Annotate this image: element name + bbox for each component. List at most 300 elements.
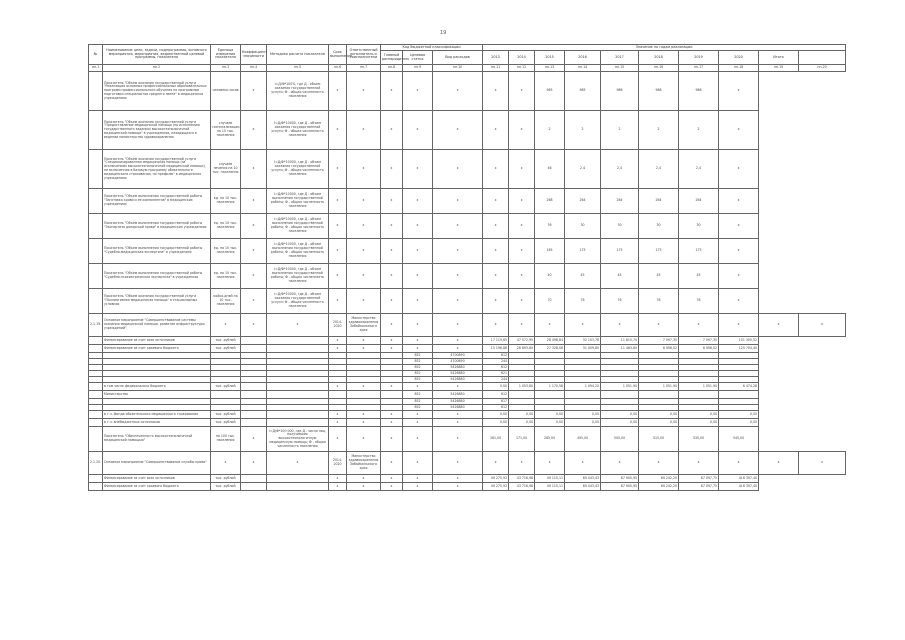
indicator-coef: х	[241, 72, 267, 111]
indicator-coef: х	[241, 189, 267, 214]
fin-empty	[241, 411, 267, 419]
section-unit: х	[211, 452, 241, 475]
fin-value: 1 094,20	[565, 383, 601, 391]
indicator-value: 39	[535, 214, 565, 239]
fin-value: 7 097,30	[679, 337, 719, 345]
fin-value: 67 097,75	[679, 483, 719, 491]
fin-value: 27 328,08	[535, 345, 565, 353]
fin-value: 0,00	[535, 411, 565, 419]
fin-value: 0,00	[719, 411, 759, 419]
indicator-value: х	[347, 111, 381, 150]
table-row	[89, 289, 846, 314]
indicator-value: х	[719, 289, 759, 314]
section-value: х	[509, 452, 535, 475]
fin-value	[679, 391, 719, 399]
indicator-unit: случаев лечения на 10 тыс. населения	[211, 150, 241, 189]
section-name: Основное мероприятие "Совершенствование службы крови"	[103, 452, 211, 475]
indicator-value: х	[719, 72, 759, 111]
fin-unit: тыс. рублей	[211, 411, 241, 419]
fin-empty	[241, 419, 267, 427]
row-num	[89, 391, 103, 399]
fin-value: х	[329, 411, 347, 419]
indicator-value: 45	[565, 264, 601, 289]
indicator-value: х	[403, 427, 433, 452]
fin-value: 0,00	[679, 419, 719, 427]
indicator-value: 76	[679, 289, 719, 314]
fin-value: 151 305,52	[719, 337, 759, 345]
indicator-value: 264	[679, 189, 719, 214]
indicator-name: Показатель "Объем выполнения государственной работы "Судебно-психиатрическая экспертиза" в учреждениях	[103, 264, 211, 289]
index-cell: пп.16	[639, 65, 679, 72]
row-num	[89, 214, 103, 239]
section-term: 2014-2020	[329, 314, 347, 337]
col-year: 2020	[719, 51, 759, 65]
fin-value: х	[347, 419, 381, 427]
indicator-value: х	[381, 427, 403, 452]
fin-empty	[267, 483, 329, 491]
table-row	[89, 419, 846, 427]
fin-value: 11 463,80	[601, 345, 639, 353]
values-group-header: Значение по годам реализации	[483, 45, 846, 51]
indicator-value: х	[483, 111, 509, 150]
indicator-value: х	[483, 150, 509, 189]
indicator-value: 76	[601, 289, 639, 314]
fin-value: 244	[483, 359, 509, 365]
fin-value: 416 397,40	[719, 483, 759, 491]
fin-value: 612	[483, 391, 509, 399]
fin-value: 69 242,20	[639, 483, 679, 491]
indicator-value: х	[433, 111, 483, 150]
row-num	[89, 383, 103, 391]
indicator-unit: ед. на 10 тыс. населения	[211, 189, 241, 214]
col-unit-header: Единица измерения показателя	[211, 45, 241, 65]
index-cell: пп.1	[89, 65, 103, 72]
table-row	[89, 475, 846, 483]
col-year: 2017	[601, 51, 639, 65]
indicator-value: 175	[565, 239, 601, 264]
table-row	[89, 452, 846, 475]
indicator-value: 30	[601, 214, 639, 239]
fin-value: х	[347, 411, 381, 419]
fin-name: в том числе федерального бюджета	[103, 383, 211, 391]
fin-value: 5426880	[433, 371, 483, 377]
indicator-value: х	[403, 189, 433, 214]
indicator-method: I=Д/Ф*10000, где Д - объем оказания государственной услуги; Ф - общая численность населения	[267, 150, 329, 189]
fin-value	[509, 391, 535, 399]
indicator-value: х	[509, 72, 535, 111]
fin-name: Финансирование за счет краевого бюджета	[103, 483, 211, 491]
indicator-value: х	[381, 72, 403, 111]
fin-value: 43 716,98	[509, 475, 535, 483]
indicator-value: 264	[565, 189, 601, 214]
fin-value: х	[403, 483, 433, 491]
fin-value: 0,00	[565, 411, 601, 419]
fin-value: 612	[483, 405, 509, 411]
indicator-unit: ед. на 10 тыс. населения	[211, 239, 241, 264]
page-number: 19	[440, 30, 447, 36]
indicator-method: I=Д/Ф*10000, где Д - объем выполнения государственной работы; Ф - общая численность населения	[267, 189, 329, 214]
row-num	[89, 483, 103, 491]
section-value: х	[759, 314, 799, 337]
indicator-value: х	[381, 264, 403, 289]
fin-value: х	[347, 483, 381, 491]
fin-value: х	[381, 411, 403, 419]
col-year: 2015	[535, 51, 565, 65]
indicator-value: х	[433, 427, 483, 452]
col-year: 2014	[509, 51, 535, 65]
fin-value: 0,00	[639, 419, 679, 427]
indicator-value: 530,00	[679, 427, 719, 452]
fin-empty	[241, 391, 267, 399]
indicator-value: 30	[679, 214, 719, 239]
section-value: х	[601, 314, 639, 337]
fin-value: 67 097,75	[679, 475, 719, 483]
indicator-coef: х	[241, 289, 267, 314]
indicator-value: х	[381, 189, 403, 214]
indicator-coef: х	[241, 150, 267, 189]
indicator-coef: х	[241, 239, 267, 264]
indicator-value: 2	[679, 111, 719, 150]
indicator-value: 171,00	[509, 427, 535, 452]
fin-value	[329, 391, 347, 399]
indicator-value: х	[381, 111, 403, 150]
section-value: х	[433, 314, 483, 337]
indicator-method: I=Д/Ф*100%, где Д - объем оказания государственной услуги; Ф - общая численность населения	[267, 72, 329, 111]
section-value: х	[799, 452, 846, 475]
col-resp-header: Ответственный исполнитель и соисполнители	[347, 45, 381, 65]
index-cell: пп.19	[759, 65, 799, 72]
indicator-method: I=Д/Ф*10000, где Д - объем выполнения государственной работы; Ф - общая численность населения	[267, 214, 329, 239]
indicator-value: х	[433, 239, 483, 264]
fin-unit: тыс. рублей	[211, 383, 241, 391]
fin-value: х	[381, 345, 403, 353]
indicator-value: х	[329, 264, 347, 289]
indicator-value: х	[483, 189, 509, 214]
section-value: х	[509, 314, 535, 337]
indicator-value: 2,4	[601, 150, 639, 189]
section-method: х	[267, 314, 329, 337]
col-num-header: №	[89, 45, 103, 65]
fin-value: 852	[403, 359, 433, 365]
indicator-value: 175	[601, 239, 639, 264]
fin-value: 1 053,80	[509, 383, 535, 391]
fin-value: х	[329, 383, 347, 391]
row-num	[89, 289, 103, 314]
row-num	[89, 72, 103, 111]
fin-value: 1 051,90	[601, 383, 639, 391]
indicator-value: х	[329, 150, 347, 189]
indicator-value: х	[347, 150, 381, 189]
indicator-method: I=Д/Ф*10000, где Д - объем выполнения государственной работы; Ф - общая численность населения	[267, 264, 329, 289]
row-num	[89, 189, 103, 214]
fin-value: 617	[483, 399, 509, 405]
row-num	[89, 427, 103, 452]
fin-value: 17 119,65	[483, 337, 509, 345]
fin-value: 7 097,30	[639, 337, 679, 345]
indicator-value: х	[483, 72, 509, 111]
indicator-value: 76	[639, 289, 679, 314]
fin-value: 0,00	[679, 411, 719, 419]
indicator-value: х	[483, 289, 509, 314]
section-value: х	[433, 452, 483, 475]
indicator-value: 2,4	[565, 150, 601, 189]
indicator-value: х	[433, 289, 483, 314]
indicator-unit: ед. на 10 тыс. населения	[211, 264, 241, 289]
fin-value: 1 051,90	[639, 383, 679, 391]
indicator-value: х	[329, 72, 347, 111]
fin-unit: тыс. рублей	[211, 345, 241, 353]
budget-group-header: Код бюджетной классификации	[381, 45, 483, 51]
indicator-name: Показатель "Объем оказания государственной услуги "Реализация основных профессиональных образовательных программ профессионального обучения по программам подготовки специалистов среднего звена" в медицинских учреждениях	[103, 72, 211, 111]
fin-value: 852	[403, 377, 433, 383]
fin-value: х	[403, 475, 433, 483]
fin-value: 6 474,28	[719, 383, 759, 391]
index-cell: пп.10	[433, 65, 483, 72]
section-value: х	[403, 452, 433, 475]
table-row	[89, 383, 846, 391]
fin-value: 0,00	[719, 419, 759, 427]
indicator-value: 30	[639, 214, 679, 239]
fin-value: х	[347, 337, 381, 345]
section-value: х	[639, 452, 679, 475]
table-row	[89, 345, 846, 353]
fin-value: 244	[483, 377, 509, 383]
fin-empty	[267, 383, 329, 391]
fin-unit: тыс. рублей	[211, 475, 241, 483]
row-num	[89, 419, 103, 427]
fin-value: х	[403, 345, 433, 353]
indicator-value: 70	[535, 289, 565, 314]
indicator-value: х	[403, 239, 433, 264]
section-unit: х	[211, 314, 241, 337]
index-cell: пп.11	[483, 65, 509, 72]
indicator-value: 285,00	[535, 427, 565, 452]
fin-empty	[241, 383, 267, 391]
table-row	[89, 150, 846, 189]
index-cell: пп.14	[565, 65, 601, 72]
index-cell: пп.20	[799, 65, 846, 72]
indicator-value: х	[509, 150, 535, 189]
fin-value: 69 043,43	[565, 483, 601, 491]
fin-value: х	[433, 337, 483, 345]
fin-value: х	[329, 475, 347, 483]
indicator-value: 988	[639, 72, 679, 111]
section-value: х	[799, 314, 846, 337]
fin-value: 0,00	[509, 411, 535, 419]
indicator-value: х	[433, 150, 483, 189]
indicator-unit: человеко-часов	[211, 72, 241, 111]
table-row	[89, 427, 846, 452]
fin-unit: тыс. рублей	[211, 337, 241, 345]
fin-value: х	[433, 483, 483, 491]
fin-value: х	[433, 419, 483, 427]
indicator-name: Показатель "Объем выполнения государственной работы "Экспертиза донорской крови" в медицинских учреждениях	[103, 214, 211, 239]
col-total: Итого	[759, 51, 799, 65]
section-coef: х	[241, 314, 267, 337]
col-empty	[799, 51, 846, 65]
section-num: 2.1.20.	[89, 452, 103, 475]
indicator-value: х	[347, 239, 381, 264]
fin-value: 47 572,95	[509, 337, 535, 345]
section-value: х	[679, 452, 719, 475]
indicator-value: х	[329, 427, 347, 452]
fin-value: 5426880	[433, 399, 483, 405]
fin-empty	[241, 337, 267, 345]
indicator-value: х	[509, 189, 535, 214]
fin-value: х	[347, 345, 381, 353]
fin-name: Министерство	[103, 391, 211, 399]
indicator-value: 175	[639, 239, 679, 264]
indicator-value: 985	[565, 72, 601, 111]
indicator-value: х	[719, 111, 759, 150]
fin-value: 1 051,90	[679, 383, 719, 391]
row-num	[89, 264, 103, 289]
indicator-value: х	[509, 289, 535, 314]
fin-value: 0,00	[639, 411, 679, 419]
fin-value: 32 103,78	[565, 337, 601, 345]
indicator-value: х	[719, 239, 759, 264]
col-name-header: Наименование цели, задачи, подпрограммы, основного мероприятия, мероприятия, ведомственной целевой программы, показателя	[103, 45, 211, 65]
indicator-value: х	[347, 427, 381, 452]
fin-value: х	[329, 345, 347, 353]
fin-value: 5426880	[433, 365, 483, 371]
section-value: х	[535, 452, 565, 475]
indicator-value: х	[719, 189, 759, 214]
section-value: х	[719, 314, 759, 337]
row-num	[89, 337, 103, 345]
indicator-coef: х	[241, 264, 267, 289]
indicator-value: 2,4	[679, 150, 719, 189]
fin-value	[347, 391, 381, 399]
indicator-value: 161,00	[483, 427, 509, 452]
indicator-value: х	[509, 214, 535, 239]
index-cell: пп.9	[403, 65, 433, 72]
fin-value: 0,00	[483, 411, 509, 419]
section-resp: Министерство здравоохранения Забайкальского края	[347, 314, 381, 337]
section-value: х	[679, 314, 719, 337]
fin-value: 612	[483, 365, 509, 371]
indicator-value: х	[433, 72, 483, 111]
section-coef: х	[241, 452, 267, 475]
fin-value: х	[433, 345, 483, 353]
col-term-header: Срок выполнения	[329, 45, 347, 65]
fin-value: 0,00	[483, 419, 509, 427]
fin-name: Финансирование за счет краевого бюджета	[103, 345, 211, 353]
indicator-value: х	[403, 72, 433, 111]
indicator-name: Показатель "Объем оказания государственной услуги "Паллиативная медицинская помощь" в стационарных условиях	[103, 289, 211, 314]
section-value: х	[601, 452, 639, 475]
indicator-name: Показатель "Объем оказания государственной услуги "Специализированная медицинская помощь (за исключением высокотехнологичной медицинской помощи), не включенная в базовую программу обязательного медицинского страхования, по профилю" в медицинских учреждениях	[103, 150, 211, 189]
section-value: х	[719, 452, 759, 475]
table-row	[89, 111, 846, 150]
fin-value: 26 893,80	[509, 345, 535, 353]
section-resp: Министерство здравоохранения Забайкальского края	[347, 452, 381, 475]
indicator-value: х	[329, 111, 347, 150]
fin-value: х	[347, 475, 381, 483]
indicator-method: I=Д/Ф*100 000, где Д - число лиц, получивших высокотехнологичную медицинскую помощь; Ф - общая численность населения	[267, 427, 329, 452]
indicator-value: х	[719, 214, 759, 239]
section-name: Основное мероприятие "Совершенствование системы оказания медицинской помощи, развитие инфраструктуры учреждений"	[103, 314, 211, 337]
indicator-name: Показатель "Объем выполнения государственной работы "Заготовка крови и ее компонентов" в медицинских учреждениях	[103, 189, 211, 214]
section-value: х	[639, 314, 679, 337]
row-num	[89, 411, 103, 419]
index-cell: пп.5	[267, 65, 329, 72]
fin-value: 6 906,02	[679, 345, 719, 353]
fin-value	[381, 391, 403, 399]
col-budget-1: Главный распорядитель	[381, 51, 403, 65]
indicator-coef: х	[241, 111, 267, 150]
fin-value: 49 275,93	[483, 475, 509, 483]
indicator-value: х	[381, 150, 403, 189]
row-num	[89, 239, 103, 264]
indicator-value: х	[347, 264, 381, 289]
indicator-value: 40	[535, 264, 565, 289]
indicator-value: 30	[565, 214, 601, 239]
fin-name: Финансирование за счет всех источников	[103, 475, 211, 483]
col-year: 2016	[565, 51, 601, 65]
index-cell: пп.13	[535, 65, 565, 72]
indicator-value: 986	[601, 72, 639, 111]
indicator-value: х	[719, 264, 759, 289]
indicator-method: I=Д/Ф*10000, где Д - объем оказания государственной услуги; Ф - общая численность населения	[267, 289, 329, 314]
fin-value: 5426880	[433, 377, 483, 383]
indicator-value: х	[433, 214, 483, 239]
fin-value: 621	[483, 371, 509, 377]
indicator-value: х	[483, 214, 509, 239]
fin-value: 28 498,84	[535, 337, 565, 345]
fin-value	[535, 391, 565, 399]
fin-value: х	[433, 475, 483, 483]
indicator-value: 2,4	[639, 150, 679, 189]
index-cell: пп.15	[601, 65, 639, 72]
fin-empty	[267, 391, 329, 399]
fin-empty	[267, 475, 329, 483]
fin-value	[639, 391, 679, 399]
indicator-value: х	[403, 214, 433, 239]
fin-value: х	[329, 337, 347, 345]
indicator-value: х	[329, 214, 347, 239]
table-row	[89, 214, 846, 239]
col-year: 2019	[679, 51, 719, 65]
fin-value	[719, 391, 759, 399]
fin-name: в т.ч. Фонда обязательного медицинского страхования	[103, 411, 211, 419]
indicator-name: Показатель "Объем выполнения государственной работы "Судебно-медицинская экспертиза" в учреждениях	[103, 239, 211, 264]
fin-value: х	[381, 383, 403, 391]
col-budget-3: Вид расходов	[433, 51, 483, 65]
indicator-value: 965	[535, 72, 565, 111]
table-row	[89, 239, 846, 264]
indicator-value: 2	[565, 111, 601, 150]
indicator-value: х	[403, 150, 433, 189]
fin-value: х	[329, 419, 347, 427]
indicator-method: I=Д/Ф*10000, где Д - объем выполнения государственной работы; Ф - общая численность населения	[267, 239, 329, 264]
indicator-value: 264	[639, 189, 679, 214]
fin-value: 852	[403, 365, 433, 371]
fin-empty	[241, 345, 267, 353]
fin-value: х	[381, 475, 403, 483]
fin-value: 0,00	[601, 411, 639, 419]
indicator-value: х	[483, 264, 509, 289]
indicator-value: 2	[639, 111, 679, 150]
indicator-value: 268	[535, 189, 565, 214]
indicator-value: х	[483, 239, 509, 264]
indicator-value: х	[509, 239, 535, 264]
section-value: х	[759, 452, 799, 475]
fin-value: х	[381, 337, 403, 345]
section-value: х	[565, 452, 601, 475]
indicator-value: х	[329, 239, 347, 264]
fin-value: 15 196,88	[483, 345, 509, 353]
